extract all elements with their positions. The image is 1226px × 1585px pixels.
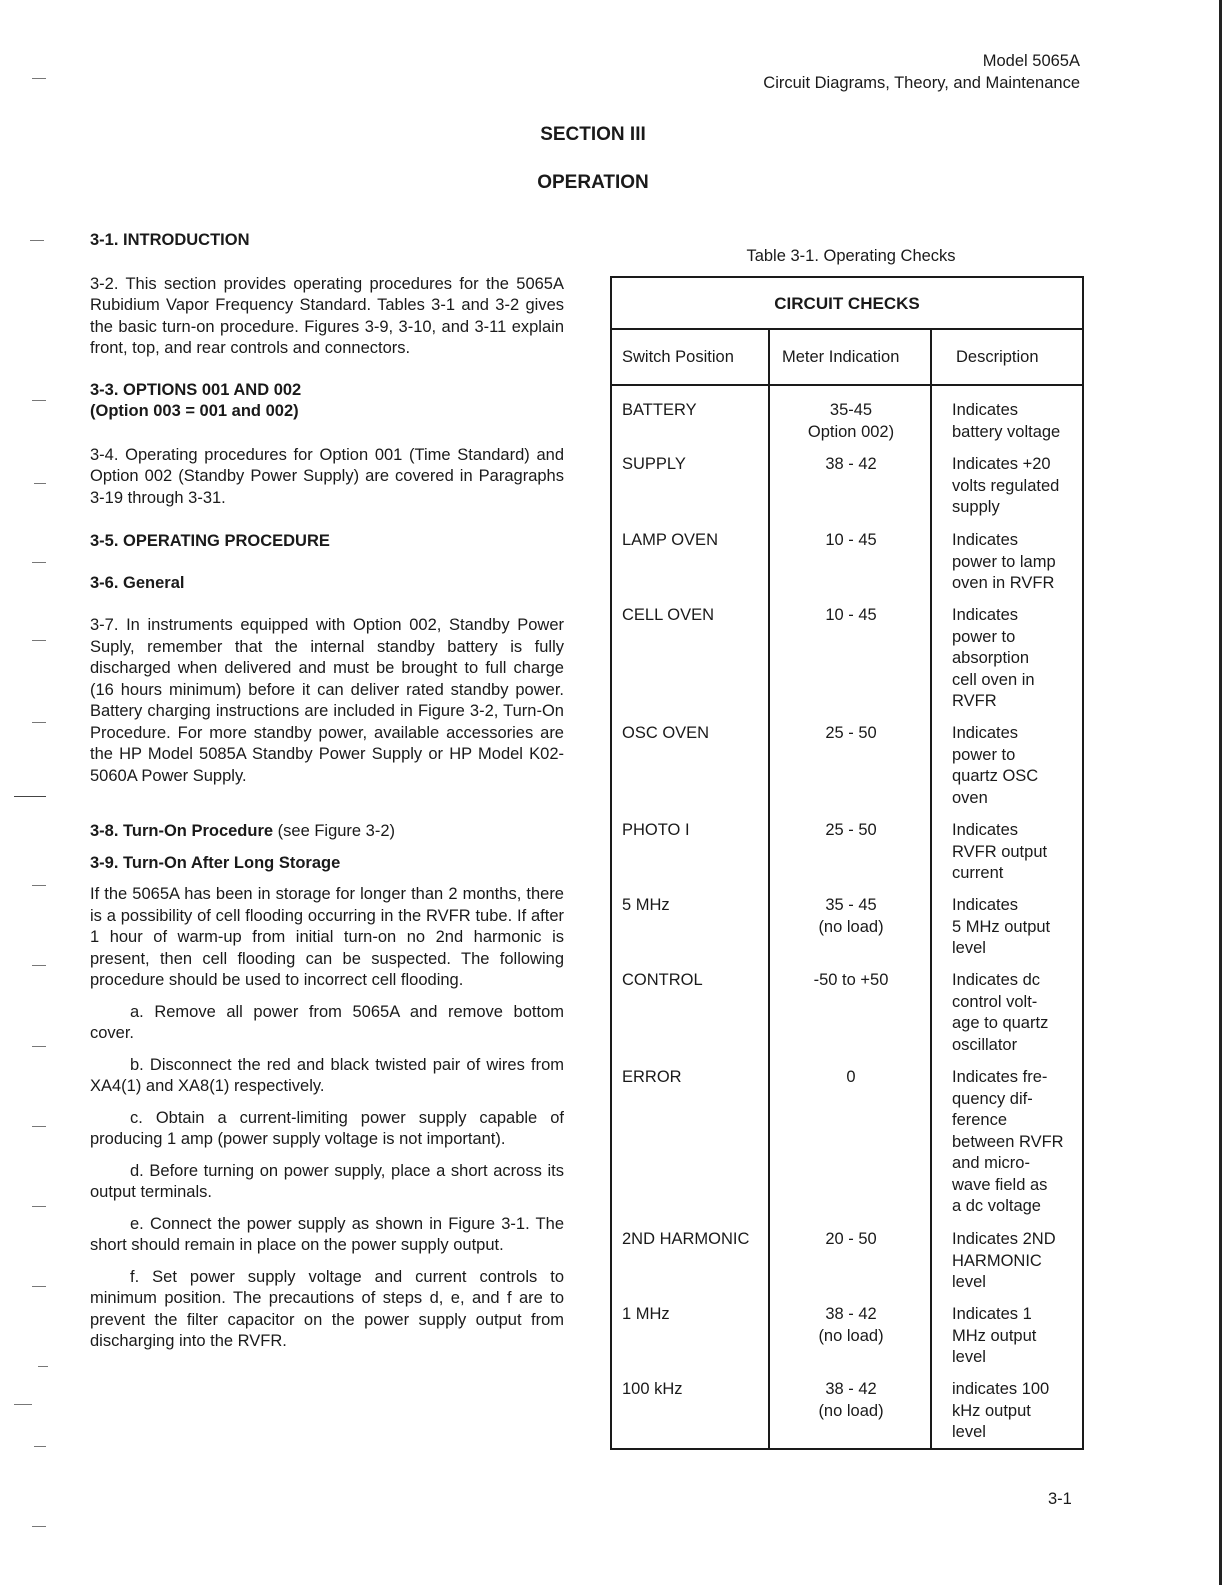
switch-position-cell: CELL OVEN xyxy=(622,606,715,624)
meter-indication-cell: 35 - 45 (no load) xyxy=(818,896,884,936)
switch-position-cell: 5 MHz xyxy=(622,896,670,914)
heading-3-8-bold: 3-8. Turn-On Procedure xyxy=(90,822,274,840)
switch-position-cell: 100 kHz xyxy=(622,1380,683,1398)
switch-position-cell: ERROR xyxy=(622,1068,682,1086)
heading-3-5: 3-5. OPERATING PROCEDURE xyxy=(90,532,330,550)
page-header xyxy=(763,50,1080,94)
switch-position-cell: BATTERY xyxy=(622,401,697,419)
description-cell: Indicates dc control volt- age to quartz oscillator xyxy=(952,971,1049,1054)
step-c: c. Obtain a current-limiting power supply capable of producing 1 amp (power supply voltage is not important). xyxy=(90,1108,564,1148)
paragraph-3-9: If the 5065A has been in storage for longer than 2 months, there is a possibility of cell flooding occurring in the RVFR tube. If after 1 hour of warm-up from initial turn-on no 2nd harmonic is present, then cell flooding can be suspected. The following procedure should be used to incorrect cell flooding. xyxy=(90,885,564,989)
column-header-description: Description xyxy=(956,348,1039,366)
meter-indication-cell: 38 - 42 (no load) xyxy=(818,1380,884,1420)
description-cell: Indicates power to lamp oven in RVFR xyxy=(952,531,1056,592)
heading-3-3-line2: (Option 003 = 001 and 002) xyxy=(90,402,299,420)
model-label: Model 5065A xyxy=(982,52,1080,70)
description-cell: Indicates 5 MHz output level xyxy=(952,896,1051,957)
column-header-meter: Meter Indication xyxy=(782,348,900,366)
switch-position-cell: OSC OVEN xyxy=(622,724,710,742)
meter-indication-cell: 35-45 Option 002) xyxy=(807,401,895,441)
heading-3-9: 3-9. Turn-On After Long Storage xyxy=(90,853,341,872)
step-a: a. Remove all power from 5065A and remove bottom cover. xyxy=(90,1002,564,1042)
meter-indication-cell: -50 to +50 xyxy=(813,971,889,989)
heading-3-1: 3-1. INTRODUCTION xyxy=(90,231,250,249)
meter-indication-cell: 38 - 42 (no load) xyxy=(818,1305,884,1345)
meter-indication-cell: 0 xyxy=(846,1068,856,1086)
description-cell: indicates 100 kHz output level xyxy=(952,1380,1050,1441)
description-cell: Indicates +20 volts regulated supply xyxy=(952,455,1060,516)
meter-indication-cell: 10 - 45 xyxy=(825,531,877,549)
switch-position-cell: 2ND HARMONIC xyxy=(622,1230,750,1248)
paragraph-3-2: 3-2. This section provides operating procedures for the 5065A Rubidium Vapor Frequency Standard. Tables 3-1 and 3-2 gives the basic turn-on procedure. Figures 3-9, 3-10, and 3-11 explain front, top, and rear controls and connectors. xyxy=(90,274,564,357)
description-cell: Indicates RVFR output current xyxy=(952,821,1048,882)
manual-subtitle: Circuit Diagrams, Theory, and Maintenance xyxy=(763,74,1080,92)
switch-position-cell: CONTROL xyxy=(622,971,703,989)
step-d: d. Before turning on power supply, place a short across its output terminals. xyxy=(90,1161,564,1201)
column-divider xyxy=(768,330,770,1448)
description-cell: Indicates power to absorption cell oven in RVFR xyxy=(952,606,1035,710)
step-b: b. Disconnect the red and black twisted pair of wires from XA4(1) and XA8(1) respectively. xyxy=(90,1055,564,1095)
table-header-row xyxy=(612,330,1082,386)
step-f: f. Set power supply voltage and current controls to minimum position. The precautions of steps d, e, and f are to prevent the filter capacitor on the power supply output from discharging into the RVFR. xyxy=(90,1267,564,1350)
binding-edge-line xyxy=(1219,0,1222,1585)
heading-3-3 xyxy=(90,380,564,423)
description-cell: Indicates fre- quency dif- ference between RVFR and micro- wave field as a dc voltage xyxy=(952,1068,1064,1215)
heading-3-8-ref: (see Figure 3-2) xyxy=(273,822,396,840)
section-name: OPERATION xyxy=(537,172,649,193)
heading-3-8 xyxy=(90,821,564,843)
switch-position-cell: 1 MHz xyxy=(622,1305,670,1323)
meter-indication-cell: 20 - 50 xyxy=(825,1230,877,1248)
section-number: SECTION III xyxy=(540,124,646,145)
switch-position-cell: PHOTO I xyxy=(622,821,690,839)
table-title: CIRCUIT CHECKS xyxy=(612,278,1082,330)
column-divider xyxy=(930,330,932,1448)
table-caption: Table 3-1. Operating Checks xyxy=(746,247,956,265)
heading-3-6: 3-6. General xyxy=(90,573,185,592)
paragraph-3-7: 3-7. In instruments equipped with Option 002, Standby Power Suply, remember that the internal standby battery is fully discharged when delivered and must be brought to full charge (16 hours minimum) before it can deliver rated standby power. Battery charging instructions are included in Figure 3-2, Turn-On Procedure. For more standby power, available accessories are the HP Model 5085A Standby Power Supply or HP Model K02-5060A Power Supply. xyxy=(90,616,564,785)
page-number: 3-1 xyxy=(1048,1490,1072,1508)
description-cell: Indicates 1 MHz output level xyxy=(952,1305,1037,1366)
column-header-switch: Switch Position xyxy=(622,348,734,366)
switch-position-cell: LAMP OVEN xyxy=(622,531,718,549)
heading-3-3-line1: 3-3. OPTIONS 001 AND 002 xyxy=(90,380,302,399)
left-column xyxy=(90,228,564,1353)
description-cell: Indicates 2ND HARMONIC level xyxy=(952,1230,1056,1291)
operating-checks-table xyxy=(610,276,1084,1450)
meter-indication-cell: 38 - 42 xyxy=(825,455,877,473)
step-e: e. Connect the power supply as shown in Figure 3-1. The short should remain in place on the power supply output. xyxy=(90,1214,564,1254)
paragraph-3-4: 3-4. Operating procedures for Option 001 (Time Standard) and Option 002 (Standby Power Supply) are covered in Paragraphs 3-19 through 3-31. xyxy=(90,445,564,507)
switch-position-cell: SUPPLY xyxy=(622,455,686,473)
meter-indication-cell: 25 - 50 xyxy=(825,821,877,839)
description-cell: Indicates battery voltage xyxy=(952,401,1061,441)
meter-indication-cell: 10 - 45 xyxy=(825,606,877,624)
description-cell: Indicates power to quartz OSC oven xyxy=(952,724,1039,807)
meter-indication-cell: 25 - 50 xyxy=(825,724,877,742)
